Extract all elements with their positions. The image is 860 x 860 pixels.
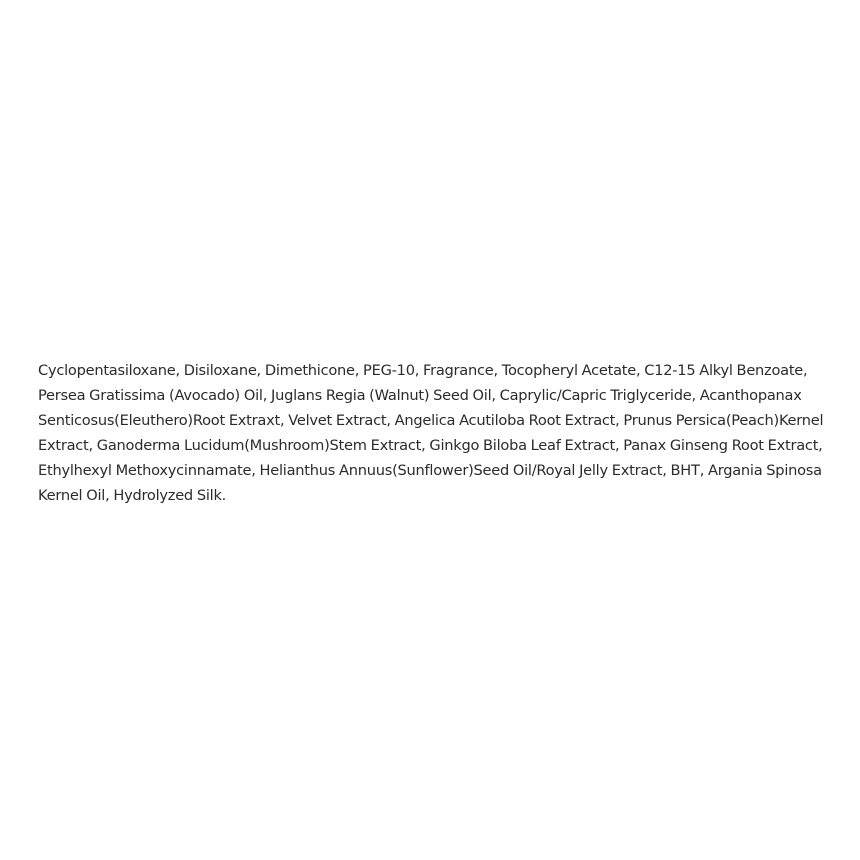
ingredients-text: Cyclopentasiloxane, Disiloxane, Dimethicone, PEG-10, Fragrance, Tocopheryl Acetate, C12-15 Alkyl Benzoate, Persea Gratissima (Avocado) Oil, Juglans Regia (Walnut) Seed Oil, Caprylic/Capric Triglyceride, Acanthopanax Senticosus(Eleuthero)Root Extraxt, Velvet Extract, Angelica Acutiloba Root Extract, Prunus Persica(Peach)Kernel Extract, Ganoderma Lucidum(Mushroom)Stem Extract, Ginkgo Biloba Leaf Extract, Panax Ginseng Root Extract, Ethylhexyl Methoxycinnamate, Helianthus Annuus(Sunflower)Seed Oil/Royal Jelly Extract, BHT, Argania Spinosa Kernel Oil, Hydrolyzed Silk. xyxy=(38,362,824,504)
